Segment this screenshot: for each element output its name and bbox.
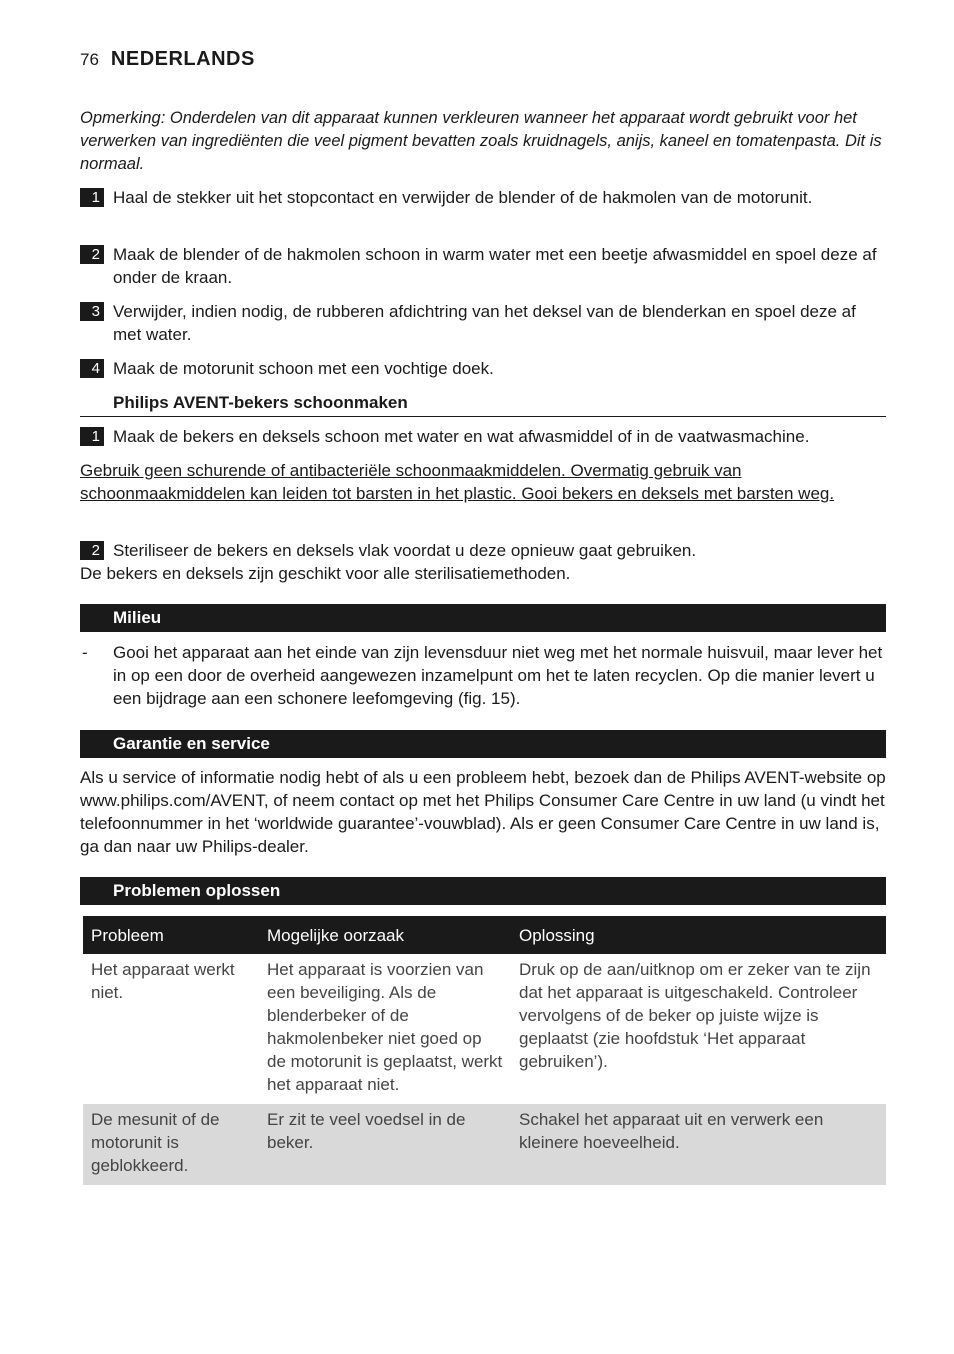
section-heading-garantie: Garantie en service [80, 730, 886, 758]
step-text: Steriliseer de bekers en deksels vlak voordat u deze opnieuw gaat gebruiken. [113, 541, 697, 560]
solution-cell: Druk op de aan/uitknop om er zeker van te zijn dat het apparaat is uitgeschakeld. Controleer vervolgens of de beker op juiste wijze is geplaatst (zie hoofdstuk ‘Het apparaat gebruiken’). [519, 960, 871, 1071]
step-text: Haal de stekker uit het stopcontact en verwijder de blender of de hakmolen van de motorunit. [113, 188, 813, 207]
step-number: 4 [80, 359, 104, 378]
cleaning-step [80, 300, 886, 346]
section-heading-milieu: Milieu [80, 604, 886, 632]
column-header-oplossing: Oplossing [511, 916, 886, 954]
page-number: 76 [80, 50, 99, 69]
milieu-text: Gooi het apparaat aan het einde van zijn levensduur niet weg met het normale huisvuil, maar lever het in op een door de overheid aangewezen inzamelpunt om het te laten recyclen. Op die manier levert u een bijdrage aan een schonere leefomgeving (fig. 15). [113, 643, 883, 708]
step-text: Maak de motorunit schoon met een vochtige doek. [113, 359, 494, 378]
avent-step [80, 539, 886, 562]
step-number: 2 [80, 245, 104, 264]
table-header-row [83, 916, 886, 954]
bullet-dash: - [82, 643, 88, 662]
cleaning-step [80, 186, 886, 209]
table-row [83, 1104, 886, 1185]
milieu-bullet [80, 641, 886, 710]
garantie-text [80, 766, 886, 858]
troubleshooting-table [83, 916, 886, 1185]
cause-cell: Het apparaat is voorzien van een beveiliging. Als de blenderbeker of de hakmolenbeker niet goed op de motorunit is geplaatst, werkt het apparaat niet. [267, 960, 503, 1094]
sterilisation-note: De bekers en deksels zijn geschikt voor alle sterilisatiemethoden. [80, 564, 571, 583]
cause-cell: Er zit te veel voedsel in de beker. [259, 1104, 511, 1185]
solution-cell: Schakel het apparaat uit en verwerk een kleinere hoeveelheid. [511, 1104, 886, 1185]
support-website-link[interactable]: www.philips.com/AVENT [80, 791, 264, 810]
warning-text [80, 459, 886, 505]
column-header-probleem: Probleem [83, 916, 259, 954]
avent-section-title-text: Philips AVENT-bekers schoonmaken [113, 393, 408, 412]
column-header-oorzaak: Mogelijke oorzaak [259, 916, 511, 954]
avent-section-title [80, 391, 886, 417]
step-text: Verwijder, indien nodig, de rubberen afdichtring van het deksel van de blenderkan en spoel deze af met water. [113, 302, 856, 344]
warning-text-content: Gebruik geen schurende of antibacteriële schoonmaakmiddelen. Overmatig gebruik van schoonmaakmiddelen kan leiden tot barsten in het plastic. Gooi bekers en deksels met barsten weg. [80, 461, 835, 503]
note-text: Opmerking: Onderdelen van dit apparaat kunnen verkleuren wanneer het apparaat wordt gebruikt voor het verwerken van ingrediënten die veel pigment bevatten zoals kruidnagels, anijs, kaneel en tomatenpasta. Dit is normaal. [80, 109, 882, 173]
cleaning-step [80, 357, 886, 380]
problem-cell: Het apparaat werkt niet. [91, 960, 235, 1002]
garantie-text-after: , of neem contact op met het Philips Consumer Care Centre in uw land (u vindt het telefoonnummer in het ‘worldwide guarantee’-vouwblad). Als er geen Consumer Care Centre in uw land is, ga dan naar uw Philips-dealer. [80, 791, 885, 856]
cleaning-step [80, 243, 886, 289]
step-number: 1 [80, 427, 104, 446]
step-text: Maak de blender of de hakmolen schoon in warm water met een beetje afwasmiddel en spoel deze af onder de kraan. [113, 245, 877, 287]
step-number: 2 [80, 541, 104, 560]
step-number: 3 [80, 302, 104, 321]
step-number: 1 [80, 188, 104, 207]
section-heading-problemen: Problemen oplossen [80, 877, 886, 905]
table-row [83, 954, 886, 1104]
problem-cell: De mesunit of de motorunit is geblokkeerd. [83, 1104, 259, 1185]
step-text: Maak de bekers en deksels schoon met water en wat afwasmiddel of in de vaatwasmachine. [113, 427, 810, 446]
language-title: NEDERLANDS [110, 48, 255, 70]
page-header [80, 48, 255, 71]
garantie-text-before: Als u service of informatie nodig hebt of als u een probleem hebt, bezoek dan de Philips AVENT-website op [80, 768, 886, 787]
avent-step [80, 425, 886, 448]
